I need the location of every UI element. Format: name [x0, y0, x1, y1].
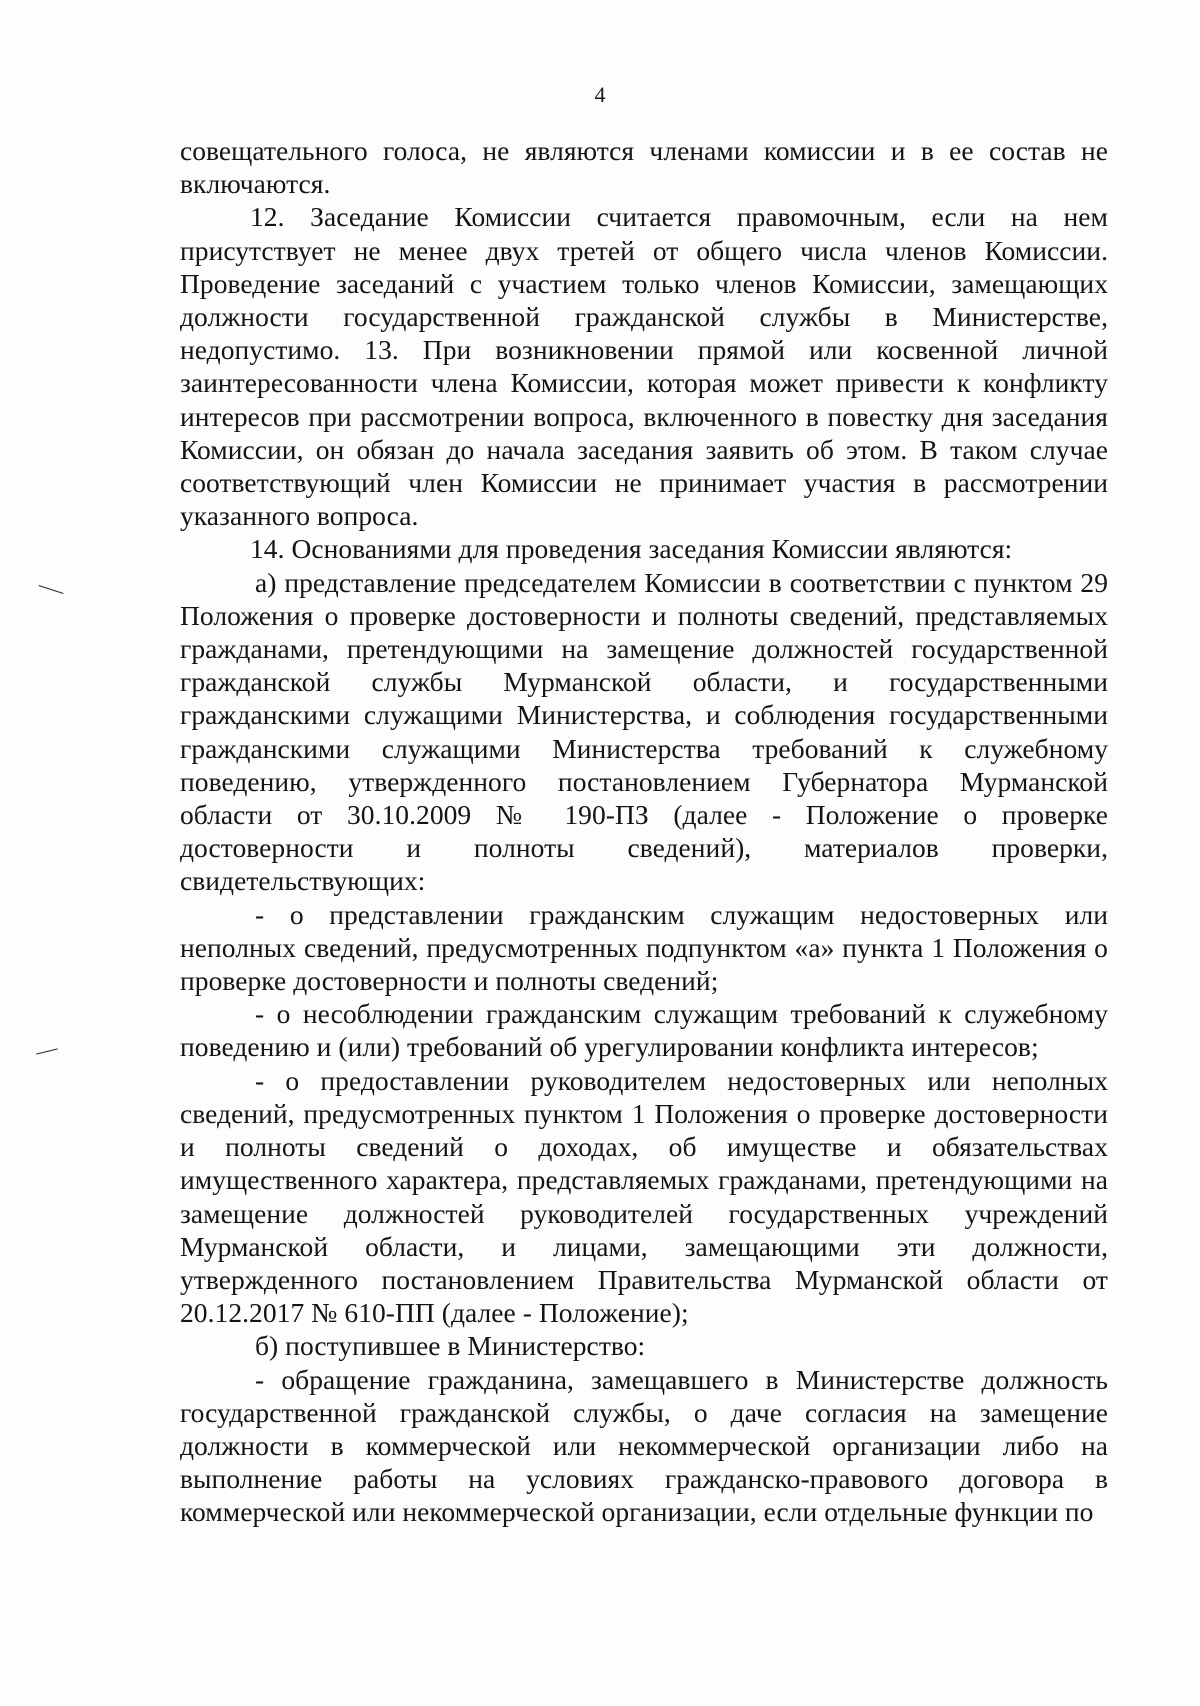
paragraph-clause-12-13: 12. Заседание Комиссии считается правомочным, если на нем присутствует не менее двух третей от общего числа членов Комиссии. Проведение заседаний с участием только членов Комиссии, замещающих должности государственной гражданской службы в Министерстве, недопустимо. 13. При возникновении прямой или косвенной личной заинтересованности члена Комиссии, которая может привести к конфликту интересов при рассмотрении вопроса, включенного в повестку дня заседания Комиссии, он обязан до начала заседания заявить об этом. В таком случае соответствующий член Комиссии не принимает участия в рассмотрении указанного вопроса. — [180, 201, 1108, 532]
paragraph-bullet-1: - о представлении гражданским служащим недостоверных или неполных сведений, предусмотренных подпунктом «а» пункта 1 Положения о проверке достоверности и полноты сведений; — [180, 898, 1108, 997]
document-body — [180, 134, 1108, 1529]
margin-mark — [36, 1048, 58, 1054]
page-number: 4 — [594, 82, 606, 107]
paragraph-continuation: совещательного голоса, не являются членами комиссии и в ее состав не включаются. — [180, 135, 1108, 200]
paragraph-clause-14: 14. Основаниями для проведения заседания Комиссии являются: — [250, 533, 1013, 565]
margin-mark — [38, 585, 63, 594]
paragraph-subclause-b: б) поступившее в Министерство: — [255, 1330, 646, 1362]
paragraph-bullet-3: - о предоставлении руководителем недостоверных или неполных сведений, предусмотренных пунктом 1 Положения о проверке достоверности и полноты сведений о доходах, об имуществе и обязательствах имущественного характера, представляемых гражданами, претендующими на замещение должностей руководителей государственных учреждений Мурманской области, и лицами, замещающими эти должности, утвержденного постановлением Правительства Мурманской области от 20.12.2017 № 610-ПП (далее - Положение); — [180, 1064, 1108, 1329]
paragraph-bullet-4: - обращение гражданина, замещавшего в Министерстве должность государственной гражданской службы, о даче согласия на замещение должности в коммерческой или некоммерческой организации либо на выполнение работы на условиях гражданско-правового договора в коммерческой или некоммерческой организации, если отдельные функции по — [180, 1363, 1108, 1528]
paragraph-subclause-a: а) представление председателем Комиссии в соответствии с пунктом 29 Положения о проверке достоверности и полноты сведений, представляемых гражданами, претендующими на замещение должностей государственной гражданской службы Мурманской области, и государственными гражданскими служащими Министерства, и соблюдения государственными гражданскими служащими Министерства требований к служебному поведению, утвержденного постановлением Губернатора Мурманской области от 30.10.2009 № 190-ПЗ (далее - Положение о проверке достоверности и полноты сведений), материалов проверки, свидетельствующих: — [180, 566, 1108, 897]
paragraph-bullet-2: - о несоблюдении гражданским служащим требований к служебному поведению и (или) требований об урегулировании конфликта интересов; — [180, 998, 1108, 1063]
